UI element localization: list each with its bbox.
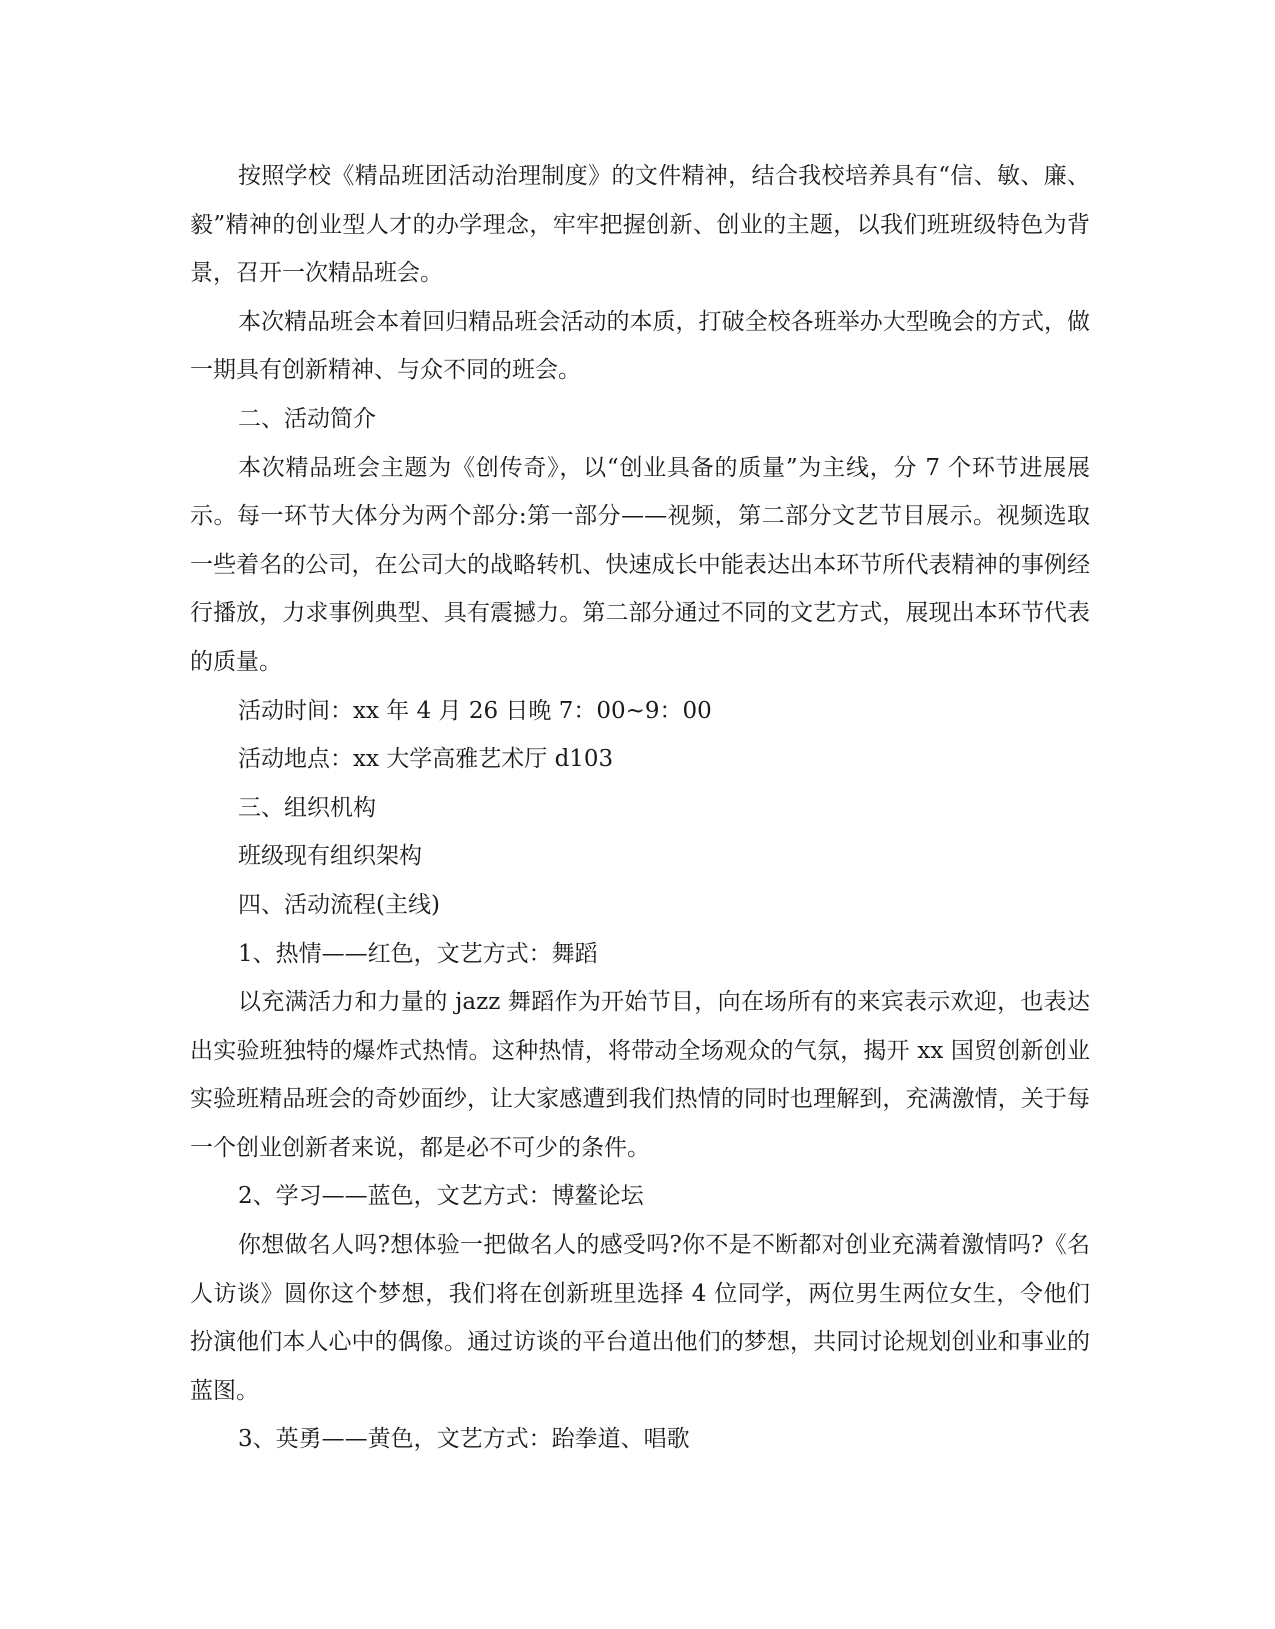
paragraph-activity-time: 活动时间：xx 年 4 月 26 日晚 7：00~9：00 (238, 697, 712, 724)
heading-step-3: 3、英勇——黄色，文艺方式：跆拳道、唱歌 (238, 1426, 690, 1453)
heading-step-2: 2、学习——蓝色，文艺方式：博鳌论坛 (238, 1183, 644, 1210)
heading-organization: 三、组织机构 (238, 794, 376, 821)
paragraph-organization: 班级现有组织架构 (238, 843, 422, 870)
paragraph-step-2: 你想做名人吗?想体验一把做名人的感受吗?你不是不断都对创业充满着激情吗?《名人访谈》圆你这个梦想，我们将在创新班里选择 4 位同学，两位男生两位女生，令他们扮演他们本人心中的偶像。通过访谈的平台道出他们的梦想，共同讨论规划创业和事业的蓝图。 (190, 1232, 1090, 1404)
paragraph-intro: 按照学校《精品班团活动治理制度》的文件精神，结合我校培养具有“信、敏、廉、毅”精神的创业型人才的办学理念，牢牢把握创新、创业的主题，以我们班班级特色为背景，召开一次精品班会。 (190, 163, 1090, 287)
paragraph-activity-location: 活动地点：xx 大学高雅艺术厅 d103 (238, 746, 614, 773)
paragraph-activity-description: 本次精品班会主题为《创传奇》，以“创业具备的质量”为主线，分 7 个环节进展展示。每一环节大体分为两个部分:第一部分——视频，第二部分文艺节目展示。视频选取一些着名的公司，在公司大的战略转机、快速成长中能表达出本环节所代表精神的事例经行播放，力求事例典型、具有震撼力。第二部分通过不同的文艺方式，展现出本环节代表的质量。 (190, 454, 1090, 675)
heading-process: 四、活动流程(主线) (238, 891, 440, 918)
paragraph-step-1: 以充满活力和力量的 jazz 舞蹈作为开始节目，向在场所有的来宾表示欢迎，也表达出实验班独特的爆炸式热情。这种热情，将带动全场观众的气氛，揭开 xx 国贸创新创业实验班精品班会的奇妙面纱，让大家感遭到我们热情的同时也理解到，充满激情，关于每一个创业创新者来说，都是必不可少的条件。 (190, 989, 1090, 1161)
heading-activity-intro: 二、活动简介 (238, 405, 376, 432)
document-page (190, 152, 1090, 1464)
paragraph-purpose: 本次精品班会本着回归精品班会活动的本质，打破全校各班举办大型晚会的方式，做一期具有创新精神、与众不同的班会。 (190, 308, 1090, 384)
heading-step-1: 1、热情——红色，文艺方式：舞蹈 (238, 940, 598, 967)
